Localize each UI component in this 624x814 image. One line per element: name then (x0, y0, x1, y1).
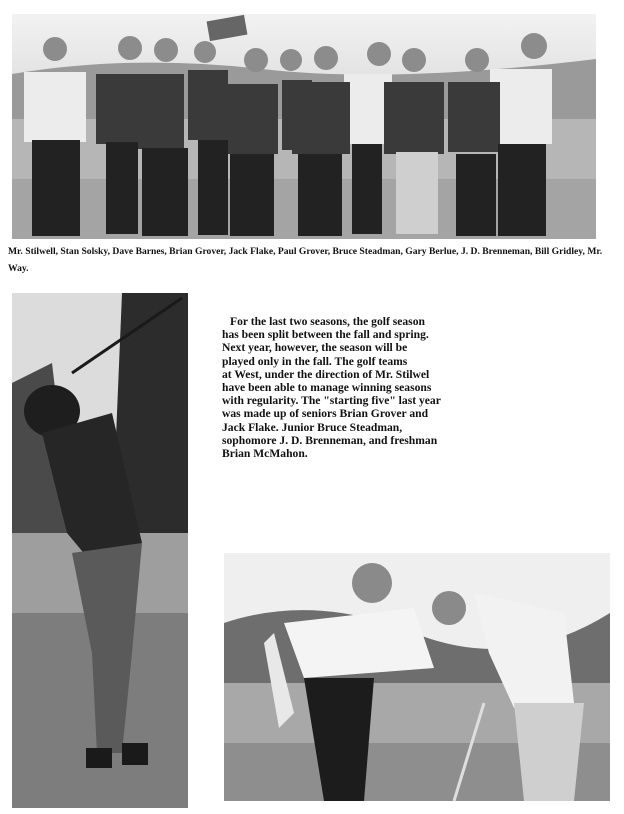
article-line: Brian McMahon. (222, 447, 308, 461)
golf-lesson-photo (224, 553, 610, 801)
article-line: at West, under the direction of Mr. Stilwel (222, 367, 430, 381)
article-line: was made up of seniors Brian Grover and (222, 407, 429, 421)
article-line: with regularity. The "starting five" last year (222, 394, 441, 408)
article-line: played only in the fall. The golf teams (222, 354, 408, 368)
golfer-swing-image (12, 293, 188, 808)
team-photo-image (12, 14, 596, 239)
golf-lesson-image (224, 553, 610, 801)
article-line: have been able to manage winning seasons (222, 381, 432, 395)
article-line: sophomore J. D. Brenneman, and freshman (222, 433, 438, 447)
team-photo (12, 14, 596, 239)
article-line: has been split between the fall and spring. (222, 328, 429, 342)
golfer-swing-photo (12, 293, 188, 808)
article-line: For the last two seasons, the golf season (230, 315, 425, 328)
photo-caption: Mr. Stilwell, Stan Solsky, Dave Barnes, Brian Grover, Jack Flake, Paul Grover, Bruce Steadman, Gary Berlue, J. D. Brenneman, Bill Gridley, Mr. Way. (8, 246, 603, 274)
article-line: Jack Flake. Junior Bruce Steadman, (222, 420, 403, 434)
article-line: Next year, however, the season will be (222, 341, 408, 355)
article-text (222, 315, 474, 460)
